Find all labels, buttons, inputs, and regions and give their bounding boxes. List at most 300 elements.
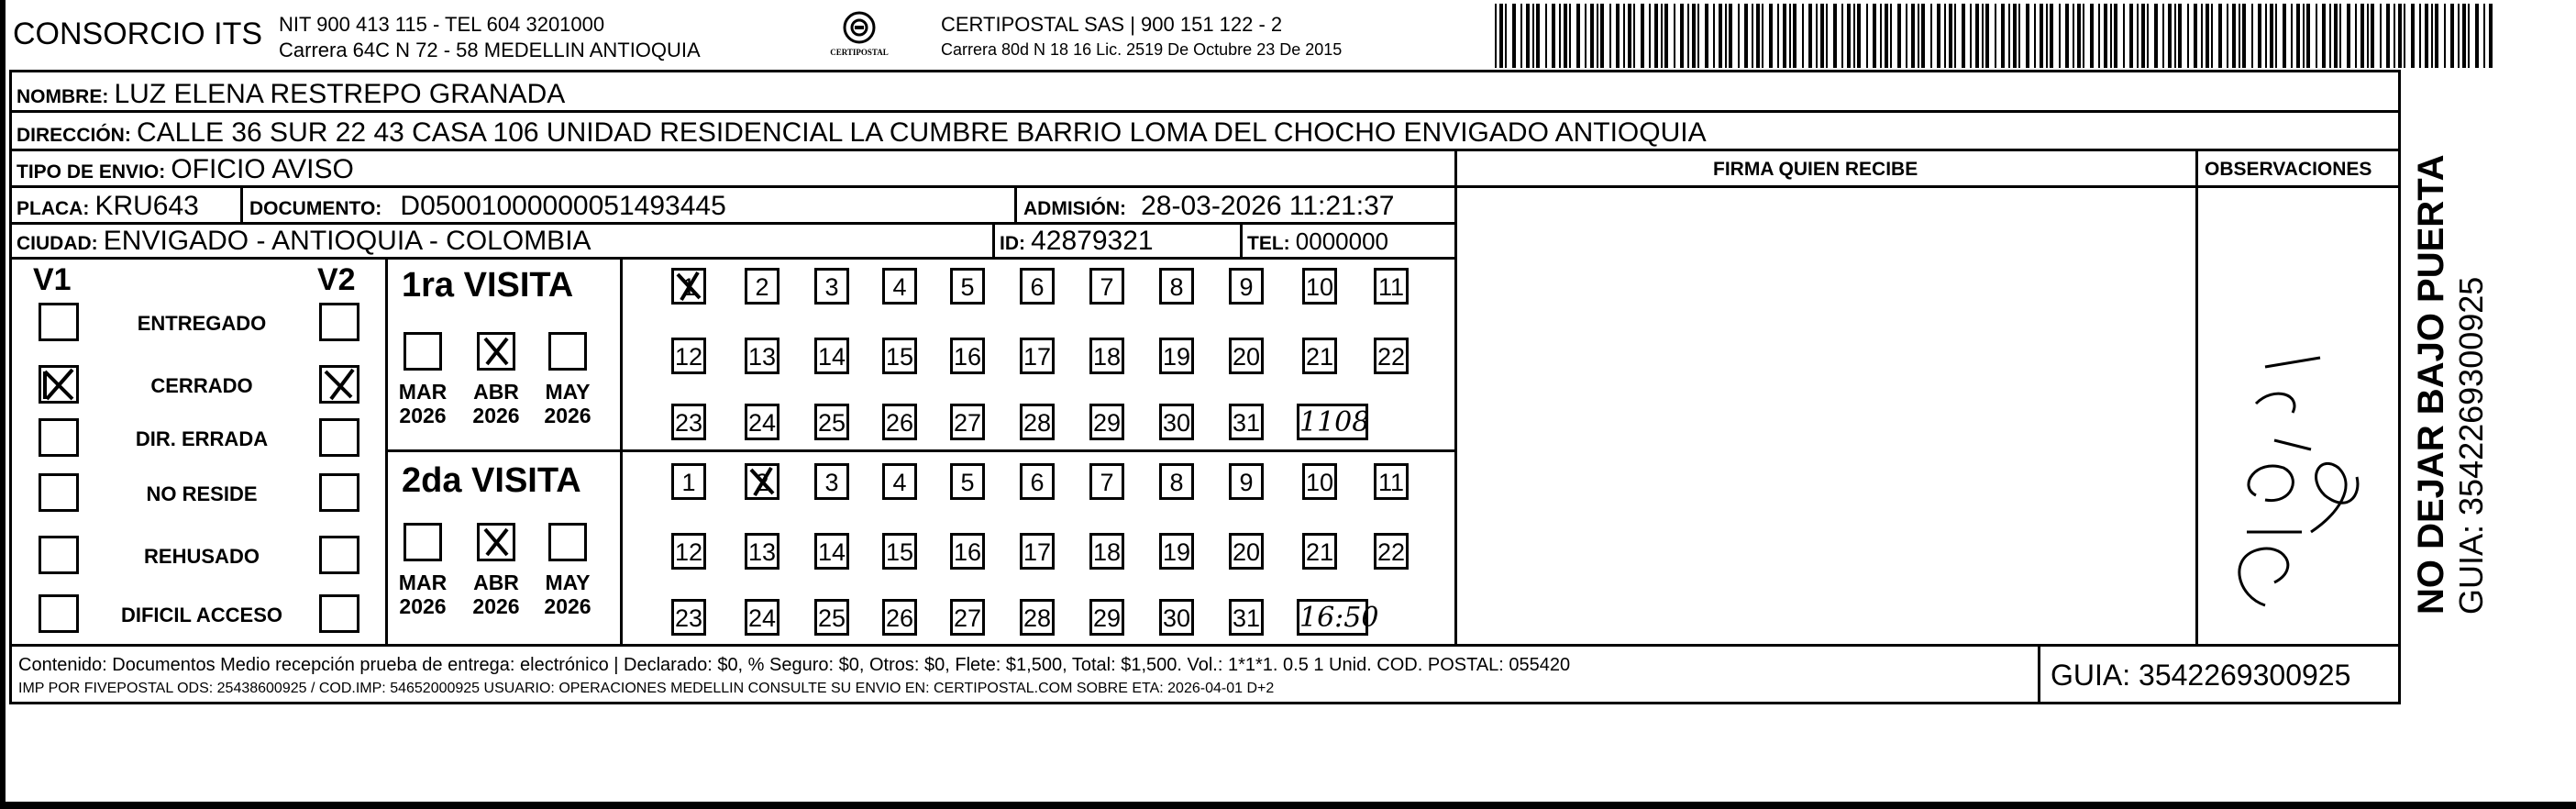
day-box[interactable]: 7 [1089,268,1124,305]
v2-checkbox[interactable] [319,418,359,457]
v2-checkbox[interactable] [319,303,359,341]
scan-edge-bottom [0,802,2576,809]
barcode-bar [1816,4,1818,68]
barcode-bar [1995,4,1996,68]
barcode-bar [2419,4,2421,68]
barcode-bar [2322,4,2326,68]
barcode-bar [2141,4,2145,68]
barcode-bar [1970,4,1972,68]
admision-row [1023,193,1394,220]
barcode-bar [2296,4,2300,68]
day-box[interactable]: 22 [1374,533,1409,570]
barcode-bar [2040,4,2043,68]
barcode [1495,4,2494,68]
day-box[interactable]: 25 [814,599,849,636]
barcode-bar [1674,4,1675,68]
month-label: MAY 2026 [544,380,591,427]
day-box[interactable]: 2 [745,268,779,305]
barcode-bar [2018,4,2020,68]
day-box[interactable]: 31 [1229,599,1264,636]
barcode-bar [2110,4,2112,68]
barcode-bar [1609,4,1611,68]
barcode-bar [2444,4,2446,68]
barcode-bar [1705,4,1708,68]
barcode-bar [2013,4,2017,68]
barcode-bar [1853,4,1855,68]
barcode-bar [1590,4,1594,68]
day-box[interactable]: 24 [745,404,779,440]
barcode-bar [1890,4,1892,68]
month-label: ABR 2026 [472,571,520,618]
barcode-bar [1857,4,1861,68]
barcode-bar [2475,4,2479,68]
day-box[interactable]: 25 [814,404,849,440]
barcode-bar [2291,4,2293,68]
month-label: MAR 2026 [398,380,448,427]
barcode-bar [2306,4,2310,68]
barcode-bar [2034,4,2036,68]
barcode-bar [1633,4,1635,68]
barcode-bar [2425,4,2428,68]
day-box[interactable]: 28 [1020,599,1055,636]
barcode-bar [1719,4,1722,68]
barcode-bar [1597,4,1598,68]
barcode-bar [1756,4,1760,68]
barcode-bar [1930,4,1932,68]
barcode-bar [1949,4,1952,68]
barcode-bar [2360,4,2364,68]
barcode-bar [1841,4,1843,68]
barcode-bar [1532,4,1534,68]
status-option-label: ENTREGADO [137,312,267,335]
barcode-bar [1762,4,1763,68]
barcode-bar [1564,4,1567,68]
barcode-bar [1873,4,1876,68]
barcode-bar [2083,4,2084,68]
barcode-bar [2090,4,2094,68]
day-box[interactable]: 8 [1159,268,1194,305]
tipo-label: TIPO DE ENVIO: [17,161,166,183]
day-box[interactable]: 13 [745,533,779,570]
barcode-bar [1962,4,1965,68]
barcode-bar [2371,4,2374,68]
placa-value: KRU643 [94,191,199,221]
barcode-bar [2129,4,2133,68]
day-box[interactable]: 17 [1020,533,1055,570]
day-box[interactable]: 10 [1302,268,1337,305]
svg-text:CERTIPOSTAL: CERTIPOSTAL [830,48,889,57]
month-checkbox[interactable] [404,332,442,371]
month-label: MAY 2026 [544,571,591,618]
barcode-bar [2483,4,2485,68]
footer-guia: GUIA: 3542269300925 [2051,659,2351,692]
barcode-bar [2187,4,2189,68]
barcode-bar [2334,4,2338,68]
status-option-label: REHUSADO [144,545,260,568]
barcode-bar [2275,4,2277,68]
day-box[interactable]: 29 [1089,404,1124,440]
day-box[interactable]: 5 [950,268,985,305]
first-visit-label: 1ra VISITA [402,266,574,305]
day-box[interactable]: 21 [1302,533,1337,570]
barcode-bar [1944,4,1946,68]
day-box[interactable]: 30 [1159,404,1194,440]
barcode-bar [1744,4,1748,68]
no-dejar-text: NO DEJAR BAJO PUERTA [2411,154,2451,615]
direccion-row [17,119,1707,147]
month-label: MAR 2026 [398,571,448,618]
barcode-bar [1552,4,1555,68]
barcode-bar [1783,4,1786,68]
barcode-bar [2211,4,2213,68]
barcode-bar [2489,4,2493,68]
barcode-bar [2206,4,2209,68]
main-frame [9,70,2401,704]
barcode-bar [1569,4,1571,68]
barcode-bar [1559,4,1561,68]
day-box[interactable]: 15 [882,338,917,374]
header-nit: NIT 900 413 115 - TEL 604 3201000 [279,13,605,36]
barcode-bar [2316,4,2317,68]
day-box[interactable]: 4 [882,463,917,500]
status-option-label: DIFICIL ACCESO [120,604,282,626]
ciudad-value: ENVIGADO - ANTIOQUIA - COLOMBIA [103,226,591,256]
barcode-bar [2394,4,2395,68]
v2-checkbox[interactable] [319,536,359,574]
nombre-label: NOMBRE: [17,86,109,107]
barcode-bar [1576,4,1580,68]
barcode-bar [1664,4,1668,68]
header-carrier: CERTIPOSTAL SAS | 900 151 122 - 2 [941,13,1283,36]
barcode-bar [1880,4,1882,68]
barcode-bar [1982,4,1984,68]
barcode-bar [2339,4,2341,68]
day-box[interactable]: 6 [1020,268,1055,305]
month-checkbox[interactable] [477,332,515,371]
direccion-label: DIRECCIÓN: [17,125,131,146]
barcode-bar [1697,4,1699,68]
barcode-bar [2251,4,2253,68]
documento-label: DOCUMENTO: [249,198,382,219]
admision-value: 28-03-2026 11:21:37 [1141,191,1395,221]
barcode-bar [2001,4,2005,68]
barcode-bar [1885,4,1888,68]
barcode-bar [1628,4,1631,68]
day-box[interactable]: 26 [882,599,917,636]
barcode-bar [2283,4,2286,68]
tel-row [1247,229,1388,253]
day-box[interactable]: 27 [950,599,985,636]
barcode-bar [1918,4,1919,68]
v1-label: V1 [33,262,72,297]
day-box[interactable]: 18 [1089,338,1124,374]
v1-checkbox[interactable] [39,473,79,512]
barcode-bar [1512,4,1516,68]
barcode-bar [2059,4,2061,68]
ciudad-row [17,227,591,255]
v2-label: V2 [317,262,356,297]
v1-checkbox[interactable] [39,365,79,404]
day-box[interactable]: 11 [1374,268,1409,305]
barcode-bar [1808,4,1812,68]
placa-label: PLACA: [17,198,90,219]
day-box[interactable]: 3 [814,463,849,500]
barcode-bar [2147,4,2149,68]
barcode-bar [1897,4,1901,68]
barcode-bar [2380,4,2382,68]
barcode-bar [2265,4,2267,68]
second-visit-label: 2da VISITA [402,461,581,500]
barcode-bar [1600,4,1604,68]
month-checkbox[interactable] [548,523,587,561]
barcode-bar [2367,4,2369,68]
status-option-label: NO RESIDE [146,482,258,505]
nombre-row [17,81,565,108]
day-box[interactable]: 19 [1159,533,1194,570]
barcode-bar [1641,4,1644,68]
barcode-bar [2258,4,2261,68]
barcode-bar [2398,4,2402,68]
barcode-bar [2123,4,2125,68]
scan-edge-left [0,0,6,809]
barcode-bar [1752,4,1753,68]
barcode-bar [1738,4,1740,68]
id-label: ID: [1000,233,1025,254]
barcode-bar [1847,4,1851,68]
barcode-bar [2162,4,2164,68]
day-box[interactable]: 20 [1229,533,1264,570]
barcode-bar [2458,4,2460,68]
day-box[interactable]: 29 [1089,599,1124,636]
barcode-bar [1911,4,1915,68]
day-box[interactable]: 1 [671,463,706,500]
day-box[interactable]: 30 [1159,599,1194,636]
day-box[interactable]: 6 [1020,463,1055,500]
day-box[interactable]: 9 [1229,268,1264,305]
barcode-bar [2178,4,2182,68]
barcode-bar [2347,4,2350,68]
barcode-bar [1713,4,1715,68]
status-option-label: DIR. ERRADA [135,427,269,450]
observaciones-label: OBSERVACIONES [2205,159,2372,180]
barcode-bar [1777,4,1779,68]
barcode-bar [1654,4,1658,68]
handwritten-observaciones [2201,220,2384,624]
barcode-bar [1623,4,1625,68]
day-box[interactable]: 14 [814,533,849,570]
barcode-bar [2227,4,2228,68]
tipo-row [17,156,354,183]
barcode-bar [1789,4,1791,68]
barcode-bar [2404,4,2405,68]
day-box[interactable]: 3 [814,268,849,305]
certipostal-logo-icon [827,9,891,64]
barcode-bar [2232,4,2236,68]
barcode-bar [1793,4,1797,68]
barcode-bar [2104,4,2107,68]
header-company: CONSORCIO ITS [13,17,263,51]
day-box[interactable]: 15 [882,533,917,570]
header-carrier-address: Carrera 80d N 18 16 Lic. 2519 De Octubre 23 De 2015 [941,40,1343,59]
v1-checkbox[interactable] [39,303,79,341]
barcode-bar [2098,4,2100,68]
month-checkbox[interactable] [404,523,442,561]
day-box[interactable]: 10 [1302,463,1337,500]
v1-checkbox[interactable] [39,594,79,633]
barcode-bar [2046,4,2048,68]
barcode-bar [2411,4,2415,68]
day-box[interactable]: 23 [671,599,706,636]
barcode-bar [2435,4,2438,68]
tel-value: 0000000 [1295,227,1389,255]
id-row [1000,227,1154,255]
barcode-bar [2194,4,2197,68]
barcode-bar [2242,4,2246,68]
day-box[interactable]: 21 [1302,338,1337,374]
barcode-bar [1536,4,1540,68]
barcode-bar [2462,4,2466,68]
barcode-bar [2065,4,2069,68]
v1-checkbox[interactable] [39,418,79,457]
day-box[interactable]: 19 [1159,338,1194,374]
barcode-bar [2218,4,2222,68]
barcode-bar [2355,4,2357,68]
day-box[interactable]: 16 [950,338,985,374]
barcode-bar [2431,4,2433,68]
direccion-value: CALLE 36 SUR 22 43 CASA 106 UNIDAD RESIDENCIAL LA CUMBRE BARRIO LOMA DEL CHOCHO ENVIGADO ANTIOQUIA [136,117,1707,148]
v2-checkbox[interactable] [319,365,359,404]
day-box[interactable]: 28 [1020,404,1055,440]
day-box[interactable]: 16 [950,533,985,570]
barcode-bar [1505,4,1507,68]
barcode-bar [2077,4,2081,68]
day-box[interactable]: 24 [745,599,779,636]
barcode-bar [1826,4,1828,68]
handwritten-time: 1108 [1297,404,1368,440]
day-box[interactable]: 23 [671,404,706,440]
barcode-bar [2050,4,2053,68]
barcode-bar [2201,4,2203,68]
barcode-bar [1769,4,1773,68]
barcode-bar [1585,4,1587,68]
barcode-bar [2154,4,2158,68]
tipo-value: OFICIO AVISO [171,154,354,184]
barcode-bar [1954,4,1956,68]
side-guia: GUIA: 3542269300925 [2452,276,2490,615]
day-box[interactable]: 12 [671,338,706,374]
admision-label: ADMISIÓN: [1023,198,1126,219]
barcode-bar [2270,4,2273,68]
id-value: 42879321 [1031,226,1154,256]
barcode-bar [2114,4,2117,68]
barcode-bar [1680,4,1684,68]
barcode-bar [2450,4,2454,68]
barcode-bar [1725,4,1727,68]
day-box[interactable]: 8 [1159,463,1194,500]
footer-imp: IMP POR FIVEPOSTAL ODS: 25438600925 / COD.IMP: 54652000925 USUARIO: OPERACIONES MEDELLIN CONSULTE SU ENVIO EN: CERTIPOSTAL.COM SOBRE ETA: 2026-04-01 D+2 [18,681,1275,696]
barcode-bar [1526,4,1530,68]
documento-row [249,193,726,220]
day-box[interactable]: 18 [1089,533,1124,570]
barcode-bar [2168,4,2172,68]
ciudad-label: CIUDAD: [17,233,98,254]
barcode-bar [1545,4,1547,68]
v2-checkbox[interactable] [319,473,359,512]
barcode-bar [1802,4,1804,68]
side-text [2410,101,2566,615]
barcode-bar [2137,4,2139,68]
day-box[interactable]: 26 [882,404,917,440]
documento-value: D05001000000051493445 [400,191,726,221]
nombre-value: LUZ ELENA RESTREPO GRANADA [114,79,566,109]
barcode-bar [2239,4,2240,68]
day-box[interactable]: 5 [950,463,985,500]
barcode-bar [1866,4,1868,68]
day-box[interactable]: 11 [1374,463,1409,500]
barcode-bar [1906,4,1907,68]
placa-row [17,193,199,220]
day-box[interactable]: 9 [1229,463,1264,500]
barcode-bar [2174,4,2176,68]
month-checkbox[interactable] [477,523,515,561]
barcode-bar [1729,4,1732,68]
day-box[interactable]: 31 [1229,404,1264,440]
header-address: Carrera 64C N 72 - 58 MEDELLIN ANTIOQUIA [279,39,701,61]
barcode-bar [1499,4,1503,68]
barcode-bar [1692,4,1696,68]
day-box[interactable]: 2 [745,463,779,500]
day-box[interactable]: 4 [882,268,917,305]
barcode-bar [1520,4,1522,68]
tel-label: TEL: [1247,233,1290,254]
barcode-bar [1495,4,1497,68]
barcode-bar [1820,4,1824,68]
barcode-bar [2329,4,2331,68]
day-box[interactable]: 27 [950,404,985,440]
footer-contenido: Contenido: Documentos Medio recepción prueba de entrega: electrónico | Declarado: $0, % Seguro: $0, Otros: $0, Flete: $1,500, Total: $1,500. Vol.: 1*1*1. 0.5 1 Unid. COD. POSTAL: 055420 [18,655,1571,675]
barcode-bar [1833,4,1837,68]
day-box[interactable]: 22 [1374,338,1409,374]
barcode-bar [1687,4,1689,68]
day-box[interactable]: 12 [671,533,706,570]
barcode-bar [2303,4,2305,68]
barcode-bar [1661,4,1663,68]
firma-label: FIRMA QUIEN RECIBE [1713,159,1918,180]
barcode-bar [2008,4,2010,68]
day-box[interactable]: 14 [814,338,849,374]
day-box[interactable]: 1 [671,268,706,305]
day-box[interactable]: 17 [1020,338,1055,374]
month-checkbox[interactable] [548,332,587,371]
barcode-bar [1975,4,1979,68]
handwritten-time: 16:50 [1297,599,1368,636]
month-label: ABR 2026 [472,380,520,427]
barcode-bar [2468,4,2470,68]
day-box[interactable]: 13 [745,338,779,374]
barcode-bar [1985,4,1989,68]
day-box[interactable]: 7 [1089,463,1124,500]
v1-checkbox[interactable] [39,536,79,574]
barcode-bar [1616,4,1620,68]
barcode-bar [1937,4,1940,68]
barcode-bar [1649,4,1651,68]
v2-checkbox[interactable] [319,594,359,633]
barcode-bar [2073,4,2074,68]
barcode-bar [2026,4,2029,68]
status-option-label: CERRADO [150,374,253,397]
barcode-bar [2386,4,2390,68]
day-box[interactable]: 20 [1229,338,1264,374]
